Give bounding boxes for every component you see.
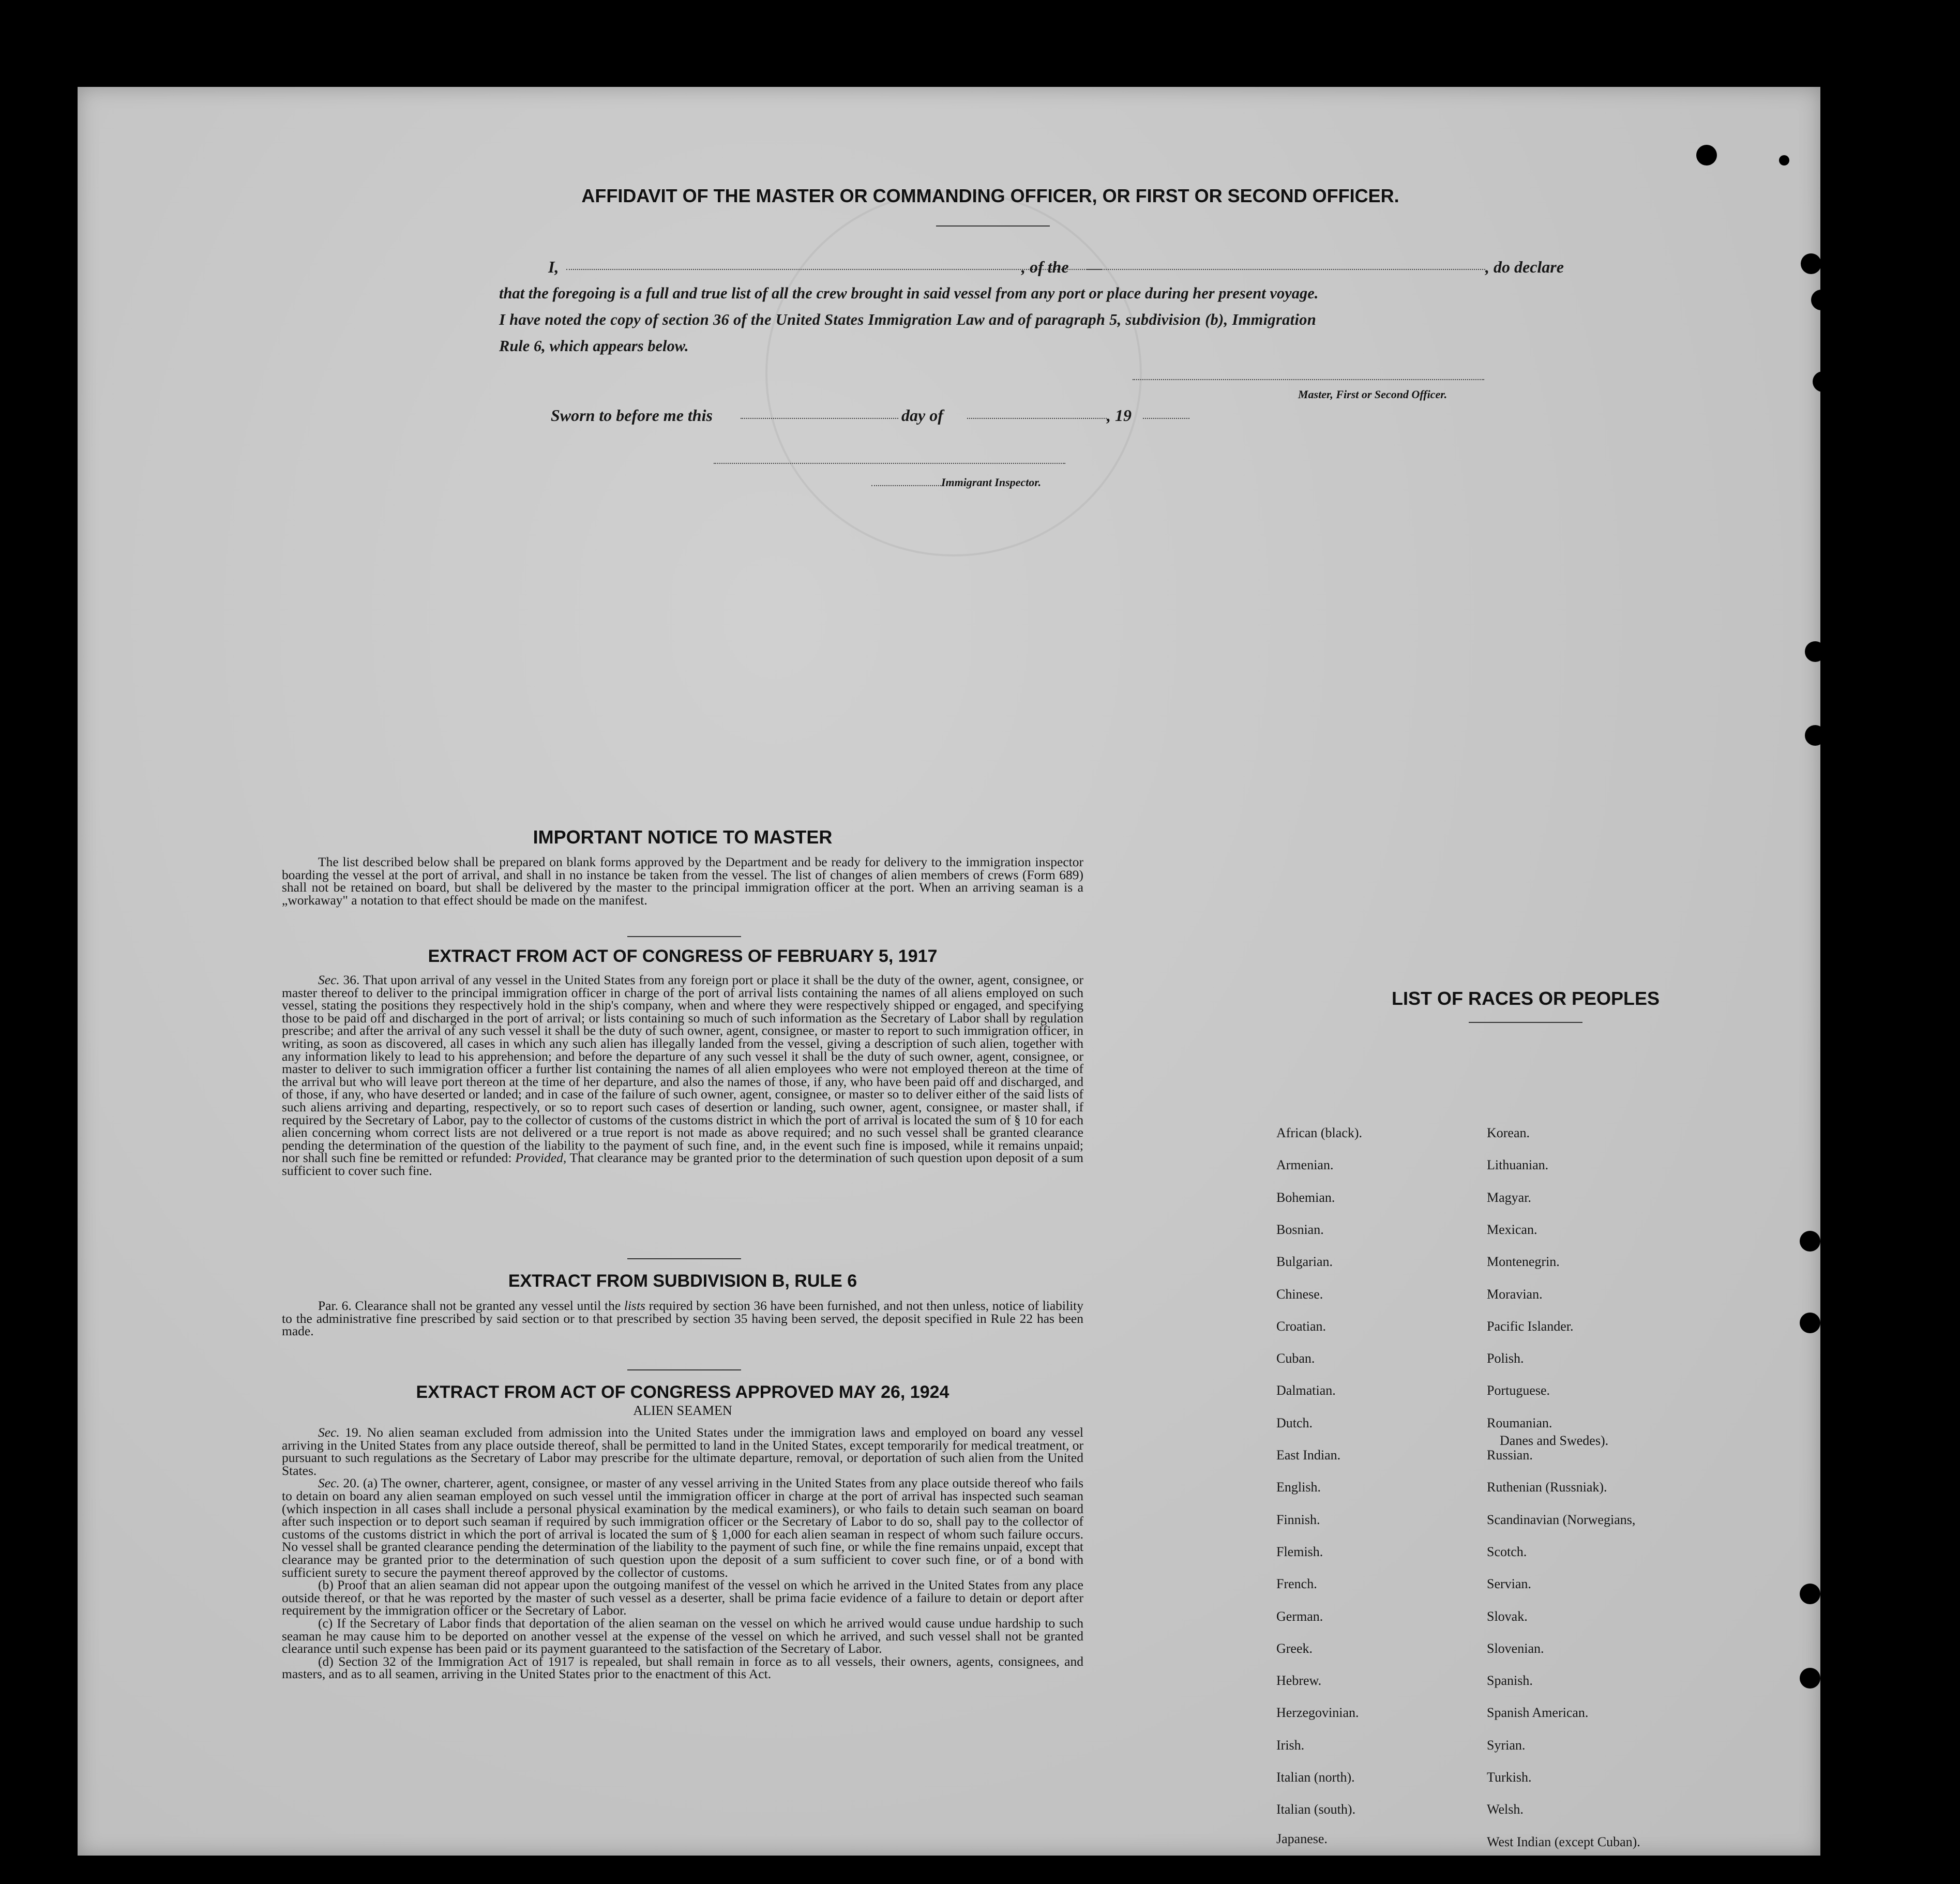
notice-paragraph: The list described below shall be prepared on blank forms approved by the Department and be ready for delivery to the immigration inspector boarding the vessel at the port of arrival, and shall in no instance be taken from the vessel. The list of changes of alien members of crews (Form 689) shall not be retained on board, but shall be delivered by the master to the principal immigration officer at the port. When an arriving seaman is a „workaway" a notation to that effect should be made on the manifest. — [282, 854, 1083, 908]
inspector-signature-blank[interactable] — [714, 463, 1065, 464]
race-item: French. — [1276, 1576, 1317, 1592]
race-item: East Indian. — [1276, 1448, 1341, 1463]
race-item: Spanish. — [1487, 1673, 1533, 1689]
signature-blank[interactable] — [1133, 379, 1484, 380]
race-item: Moravian. — [1487, 1286, 1543, 1302]
race-item: Flemish. — [1276, 1544, 1323, 1559]
sec19-paragraph — [282, 1426, 1083, 1477]
affidavit-title-rule — [936, 225, 1050, 227]
sec20-text: 20. (a) The owner, charterer, agent, consignee, or master of any vessel arriving in the United States from any place outside thereof who fails to detain on board any alien seaman employed on such vessel until the immigration officer in charge at the port of arrival has inspected such seaman (which inspection in all cases shall include a personal physical examination by the medical examiners), or who fails to detain such seaman on board after such inspection or to deport such seaman if required by such immigration officer or the Secretary of Labor to do so, shall pay to the collector of customs of the customs district in which the port of arrival is located the sum of § 1,000 for each alien seaman in respect of whom such failure occurs. No vessel shall be granted clearance pending the determination of the liability to the payment of such fine, or while the fine remains unpaid, except that clearance may be granted prior to the determination of such question upon the deposit of a sum sufficient to cover such fine, or of a bond with sufficient surety to secure the payment thereof approved by the collector of customs. — [282, 1475, 1084, 1580]
race-item: Lithuanian. — [1487, 1157, 1549, 1173]
race-item: Italian (north). — [1276, 1770, 1355, 1785]
race-item: West Indian (except Cuban). — [1487, 1834, 1640, 1849]
race-item: Chinese. — [1276, 1286, 1323, 1302]
race-item: Dalmatian. — [1276, 1383, 1336, 1398]
race-item: Montenegrin. — [1487, 1254, 1560, 1270]
punch-hole — [1696, 145, 1717, 165]
race-scandinavian-continued: Danes and Swedes). — [1500, 1433, 1609, 1448]
notice-rule — [627, 936, 741, 937]
race-item: Greek. — [1276, 1640, 1313, 1656]
extract-1917-title: EXTRACT FROM ACT OF CONGRESS OF FEBRUARY 5, 1917 — [428, 946, 938, 966]
race-item: Korean. — [1487, 1125, 1530, 1140]
race-item: Cuban. — [1276, 1351, 1315, 1366]
race-item: Herzegovinian. — [1276, 1705, 1359, 1721]
sec19-text: 19. No alien seaman excluded from admission into the United States under the immigration laws and employed on board any vessel arriving in the United States from any place outside thereof, shall be permitted to land in the United States, except temporarily for medical treatment, or pursuant to such regulations as the Secretary of Labor may prescribe for the ultimate departure, removal, or deportation of such alien from the United States. — [282, 1425, 1083, 1478]
inspector-label: Immigrant Inspector. — [941, 476, 1042, 489]
inspector-blank[interactable] — [871, 485, 941, 486]
sworn-mid: day of — [901, 406, 943, 425]
scan-mark — [1779, 155, 1789, 165]
extract-1924-text — [282, 1426, 1083, 1681]
punch-hole — [1813, 371, 1833, 392]
race-item: Ruthenian (Russniak). — [1487, 1480, 1607, 1495]
signature-label: Master, First or Second Officer. — [1298, 388, 1448, 401]
provided-label: Provided, — [515, 1150, 567, 1166]
race-item: Magyar. — [1487, 1189, 1531, 1205]
race-item: Welsh. — [1487, 1802, 1524, 1817]
punch-hole — [1805, 725, 1826, 746]
rule6-title: EXTRACT FROM SUBDIVISION B, RULE 6 — [508, 1271, 857, 1291]
extract-1917-text — [282, 974, 1083, 1178]
affidavit-line1-mid: , of the — [1021, 258, 1069, 276]
race-item: Slovak. — [1487, 1608, 1528, 1624]
race-item: Servian. — [1487, 1576, 1531, 1592]
race-item: African (black). — [1276, 1125, 1363, 1140]
sworn-year-blank[interactable] — [1143, 418, 1189, 419]
sworn-month-blank[interactable] — [967, 418, 1107, 419]
punch-hole — [1800, 1584, 1820, 1604]
affidavit-line2: that the foregoing is a full and true list of all the crew brought in said vessel from any port or place during her present voyage. — [499, 284, 1319, 302]
races-rule — [1469, 1022, 1582, 1023]
race-item: Bohemian. — [1276, 1189, 1335, 1205]
sec36-text-end: That clearance may be granted prior to the determination of such question upon deposit of a sum sufficient to cover such fine. — [282, 1150, 1084, 1178]
rule6-text — [282, 1300, 1083, 1338]
race-item: Russian. — [1487, 1448, 1533, 1463]
rule6-rule — [627, 1369, 741, 1370]
affidavit-title: AFFIDAVIT OF THE MASTER OR COMMANDING OFFICER, OR FIRST OR SECOND OFFICER. — [581, 185, 1399, 206]
rule6-text-b: required by section 36 have been furnished, and not then unless, notice of liability to the administrative fine prescribed by said section or to that prescribed by section 35 having been served, the deposit specified in Rule 22 has been made. — [282, 1298, 1083, 1339]
affidavit-line1-start: I, — [548, 258, 559, 276]
sec20-d-paragraph: (d) Section 32 of the Immigration Act of 1917 is repealed, but shall remain in force as to all vessels, their owners, agents, consignees, and masters, and as to all seamen, arriving in the United States prior to the enactment of this Act. — [282, 1653, 1083, 1682]
race-item: Japanese. — [1276, 1831, 1328, 1846]
rule6-text-a: Par. 6. Clearance shall not be granted any vessel until the — [318, 1298, 621, 1313]
race-item: German. — [1276, 1608, 1323, 1624]
race-item: Hebrew. — [1276, 1673, 1322, 1689]
race-item: Croatian. — [1276, 1318, 1326, 1334]
sec20-c-paragraph: (c) If the Secretary of Labor finds that deportation of the alien seaman on the vessel on which he arrived would cause undue hardship to such seaman he may cause him to be deported on another vessel at the expense of the vessel on which he arrived, and such vessel shall not be granted clearance until such expense has been paid or its payment guaranteed to the satisfaction of the Secretary of Labor. — [282, 1615, 1083, 1656]
race-item: Pacific Islander. — [1487, 1318, 1574, 1334]
race-item: Scandinavian (Norwegians, — [1487, 1512, 1636, 1527]
race-item: Bosnian. — [1276, 1222, 1324, 1237]
punch-hole — [1800, 1231, 1820, 1252]
document-page — [78, 87, 1820, 1856]
sworn-day-blank[interactable] — [741, 418, 898, 419]
race-item: Portuguese. — [1487, 1383, 1550, 1398]
sec20-b-paragraph: (b) Proof that an alien seaman did not appear upon the outgoing manifest of the vessel on which he arrived in the United States from any place outside thereof, or that he was reported by the master of such vessel as a deserter, shall be prima facie evidence of a failure to detain or deport after requirement by the immigration officer or the Secretary of Labor. — [282, 1577, 1083, 1618]
affidavit-line4: Rule 6, which appears below. — [499, 337, 689, 355]
race-item: Irish. — [1276, 1737, 1305, 1753]
rule6-paragraph — [282, 1300, 1083, 1338]
race-item: Dutch. — [1276, 1415, 1313, 1430]
sec20-label: Sec. — [318, 1475, 340, 1491]
extract-1917-rule — [627, 1258, 741, 1259]
race-item: Syrian. — [1487, 1737, 1526, 1753]
sec20-paragraph — [282, 1477, 1083, 1579]
race-item: Armenian. — [1276, 1157, 1334, 1173]
sworn-start: Sworn to before me this — [551, 406, 713, 425]
race-item: Turkish. — [1487, 1770, 1532, 1785]
affidavit-line1-end: , do declare — [1485, 258, 1564, 276]
punch-hole — [1811, 290, 1832, 310]
affidavit-vessel-blank[interactable] — [1087, 269, 1485, 270]
notice-text — [282, 856, 1083, 907]
race-item: Finnish. — [1276, 1512, 1320, 1527]
sec19-label: Sec. — [318, 1425, 340, 1440]
sec-label: Sec. — [318, 972, 340, 987]
punch-hole — [1805, 641, 1826, 662]
race-item: Mexican. — [1487, 1222, 1537, 1237]
race-item: Scotch. — [1487, 1544, 1527, 1559]
sworn-end: , 19 — [1107, 406, 1132, 425]
faded-seal — [765, 190, 1142, 556]
punch-hole — [1800, 1668, 1820, 1689]
race-item: Slovenian. — [1487, 1640, 1544, 1656]
rule6-lists: lists — [624, 1298, 645, 1313]
races-title: LIST OF RACES OR PEOPLES — [1391, 988, 1660, 1009]
extract-1924-subtitle: ALIEN SEAMEN — [633, 1403, 732, 1418]
race-item: Bulgarian. — [1276, 1254, 1333, 1270]
race-item: Polish. — [1487, 1351, 1524, 1366]
affidavit-line3: I have noted the copy of section 36 of the United States Immigration Law and of paragraph 5, subdivision (b), Immigration — [499, 311, 1317, 328]
race-item: Spanish American. — [1487, 1705, 1589, 1721]
race-item: English. — [1276, 1480, 1321, 1495]
race-item: Roumanian. — [1487, 1415, 1552, 1430]
notice-title: IMPORTANT NOTICE TO MASTER — [533, 826, 833, 848]
extract-1917-paragraph — [282, 974, 1083, 1178]
extract-1924-title: EXTRACT FROM ACT OF CONGRESS APPROVED MAY 26, 1924 — [416, 1382, 949, 1402]
race-item: Italian (south). — [1276, 1802, 1356, 1817]
punch-hole — [1801, 253, 1821, 274]
sec36-text: 36. That upon arrival of any vessel in the United States from any foreign port or place it shall be the duty of the owner, agent, consignee, or master thereof to deliver to the principal immigration officer in charge of the port of arrival lists containing the names of all aliens employed on such vessel, stating the positions they respectively hold in the ship's company, when and where they were respectively shipped or engaged, and specifying those to be paid off and discharged in the port of arrival; or lists containing so much of such information as the Secretary of Labor shall by regulation prescribe; and after the arrival of any such vessel it shall be the duty of such owner, agent, consignee, or master to report to such immigration officer, in writing, as soon as discovered, all cases in which any such alien has illegally landed from the vessel, giving a description of such alien, together with any information likely to lead to his apprehension; and before the departure of any such vessel it shall be the duty of such owner, agent, consignee, or master to deliver to such immigration officer a further list containing the names of all alien employees who were not employed thereon at the time of the arrival but who will leave port thereon at the time of her departure, and also the names of those, if any, who have been paid off and discharged, and of those, if any, who have deserted or landed; and in case of the failure of such owner, agent, consignee, or master so to deliver either of the said lists of such aliens arriving and departing, respectively, or so to report such cases of desertion or landing, such owner, agent, consignee, or master shall, if required by the Secretary of Labor, pay to the collector of customs of the customs district in which the port of arrival is located the sum of § 10 for each alien concerning whom correct lists are not delivered or a true report is not made as above required; and no such vessel shall be granted clearance pending the determination of the question of the liability to the payment of such fine, and, in the event such fine is imposed, while it remains unpaid; nor shall such fine be remitted or refunded: — [282, 972, 1084, 1166]
punch-hole — [1800, 1313, 1820, 1333]
